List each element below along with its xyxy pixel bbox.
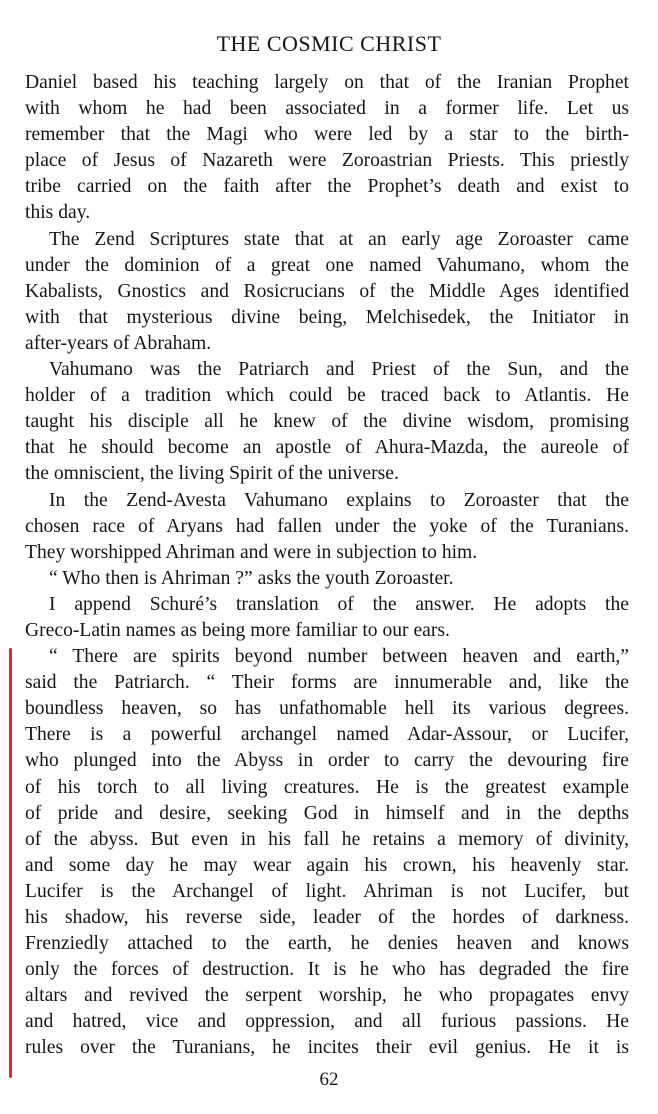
text-line: place of Jesus of Nazareth were Zoroastrian Priests. This priestly [25, 150, 629, 172]
text-line: holder of a tradition which could be traced back to Atlantis. He [25, 385, 629, 407]
text-line: tribe carried on the faith after the Prophet’s death and exist to [25, 176, 629, 198]
text-line: of his torch to all living creatures. He is the greatest example [25, 776, 629, 798]
text-line: boundless heaven, so has unfathomable hell its various degrees. [25, 698, 629, 720]
text-line: Frenziedly attached to the earth, he denies heaven and knows [25, 933, 629, 955]
text-line: that he should become an apostle of Ahura-Mazda, the aureole of [25, 437, 629, 459]
text-line: Lucifer is the Archangel of light. Ahriman is not Lucifer, but [25, 880, 629, 902]
text-line: rules over the Turanians, he incites their evil genius. He it is [25, 1037, 629, 1059]
text-line: his shadow, his reverse side, leader of the hordes of darkness. [25, 907, 629, 928]
text-line: the omniscient, the living Spirit of the universe. [25, 463, 399, 485]
text-line: of pride and desire, seeking God in himself and in the depths [25, 802, 629, 824]
page-number: 62 [319, 1069, 339, 1090]
body-text [25, 70, 629, 1062]
text-line: taught his disciple all he knew of the divine wisdom, promising [25, 411, 629, 433]
text-line: The Zend Scriptures state that at an early age Zoroaster came [49, 228, 629, 250]
text-line: with whom he had been associated in a former life. Let us [25, 98, 629, 120]
text-line: They worshipped Ahriman and were in subjection to him. [25, 541, 478, 563]
text-line: this day. [25, 202, 91, 224]
text-line: I append Schuré’s translation of the answer. He adopts the [49, 593, 629, 615]
text-line: who plunged into the Abyss in order to carry the devouring fire [25, 750, 629, 772]
text-line: altars and revived the serpent worship, he who propagates envy [25, 985, 629, 1007]
text-line: Daniel based his teaching largely on that of the Iranian Prophet [25, 72, 629, 93]
text-line: Kabalists, Gnostics and Rosicrucians of the Middle Ages identified [25, 280, 629, 302]
text-line: In the Zend-Avesta Vahumano explains to Zoroaster that the [49, 489, 629, 511]
text-line: chosen race of Aryans had fallen under the yoke of the Turanians. [25, 515, 629, 537]
text-line: “ There are spirits beyond number between heaven and earth,” [49, 646, 629, 668]
text-line: only the forces of destruction. It is he who has degraded the fire [25, 959, 629, 981]
text-line: and some day he may wear again his crown, his heavenly star. [25, 854, 629, 876]
text-line: Greco-Latin names as being more familiar to our ears. [25, 619, 450, 641]
text-line: and hatred, vice and oppression, and all furious passions. He [25, 1011, 629, 1033]
text-line: of the abyss. But even in his fall he retains a memory of divinity, [25, 828, 629, 850]
text-line: after-years of Abraham. [25, 332, 212, 354]
running-title: THE COSMIC CHRIST [216, 31, 442, 56]
text-line: “ Who then is Ahriman ?” asks the youth Zoroaster. [49, 567, 454, 589]
text-line: There is a powerful archangel named Adar-Assour, or Lucifer, [25, 724, 629, 746]
text-line: under the dominion of a great one named Vahumano, whom the [25, 254, 629, 276]
text-line: Vahumano was the Patriarch and Priest of the Sun, and the [49, 359, 629, 381]
text-line: with that mysterious divine being, Melchisedek, the Initiator in [25, 306, 629, 328]
margin-highlight-bar [9, 648, 12, 1078]
text-line: said the Patriarch. “ Their forms are innumerable and, like the [25, 672, 629, 694]
text-line: remember that the Magi who were led by a star to the birth- [25, 124, 629, 146]
